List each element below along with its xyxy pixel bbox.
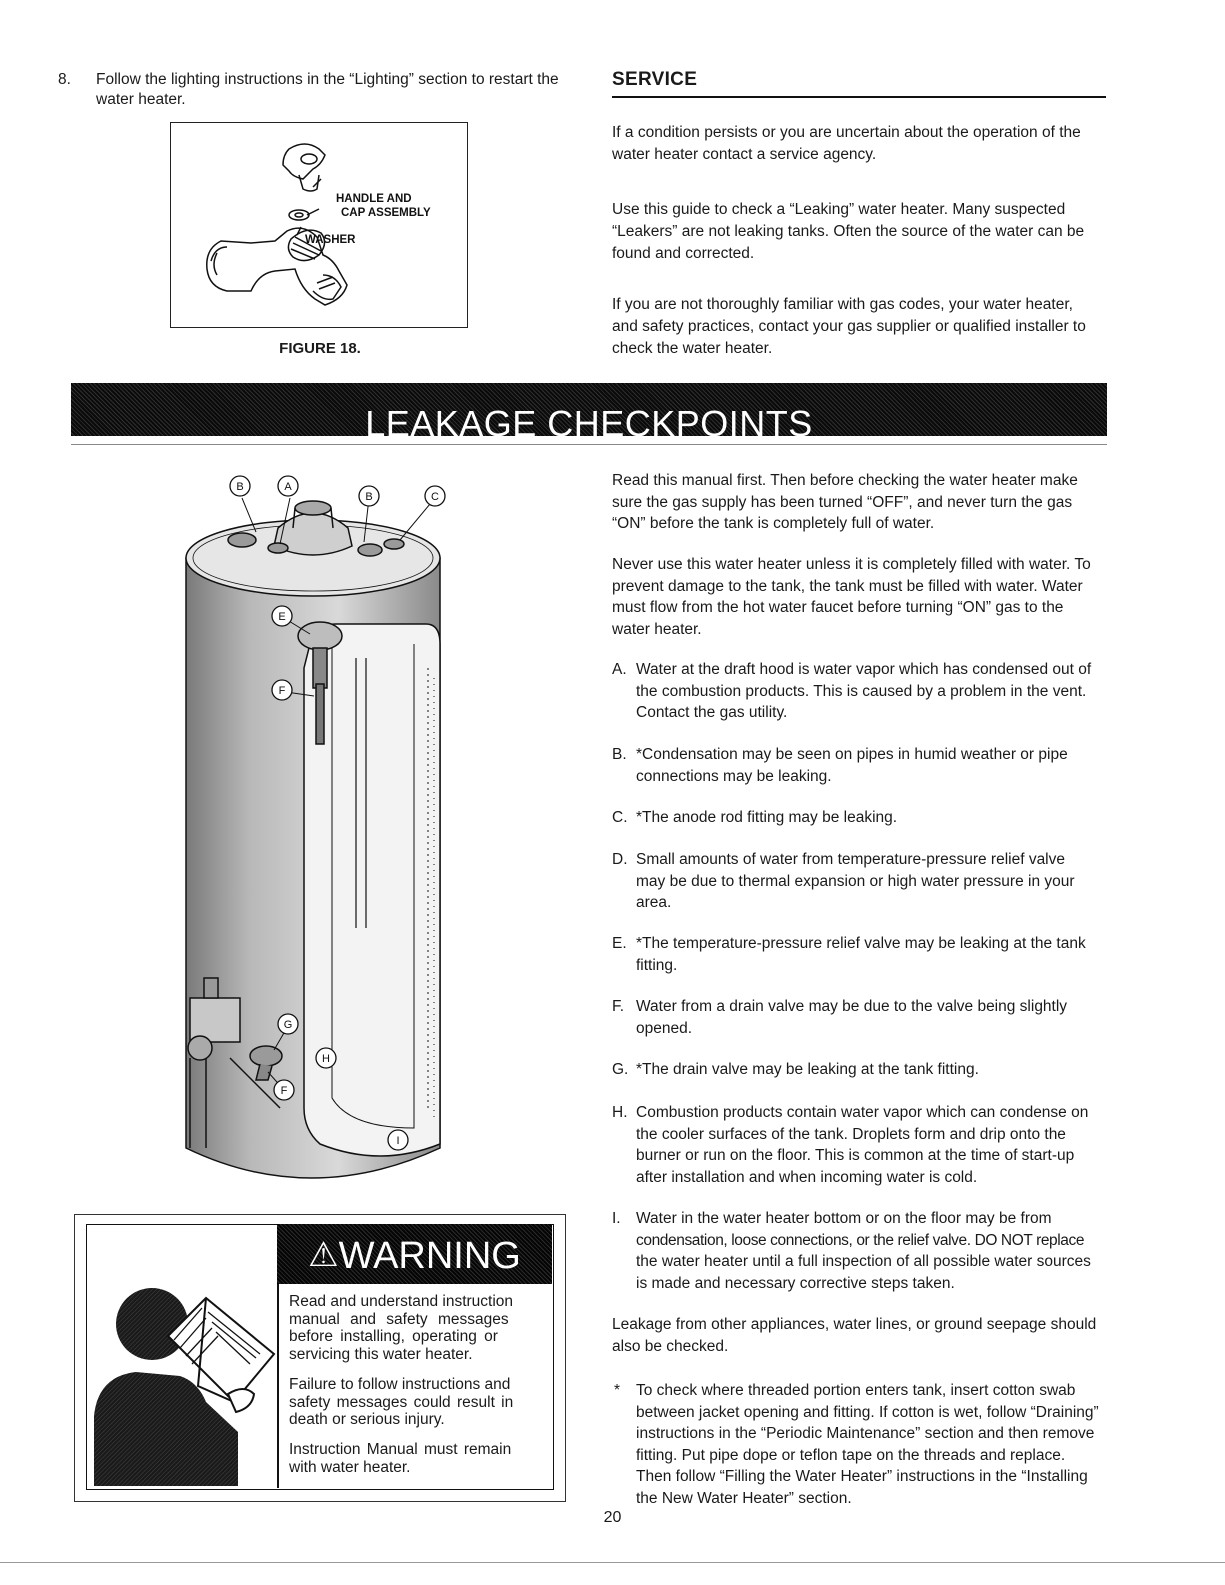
- service-paragraph-1: [612, 122, 1106, 166]
- step-text-line-2: water heater.: [96, 91, 186, 108]
- callout-label: F: [278, 685, 286, 697]
- intro-p1-line-1: Read this manual first. Then before checking the water heater make: [612, 472, 1078, 489]
- callout-label: B: [365, 491, 373, 503]
- service-paragraph-2: [612, 199, 1106, 265]
- item-line: burner or run on the floor. This is common at the time of start-up: [636, 1147, 1075, 1164]
- item-line: Water at the draft hood is water vapor which has condensed out of: [636, 661, 1092, 678]
- reading-person-figure: [88, 1226, 276, 1486]
- warning-line: before installing, operating or: [289, 1328, 498, 1345]
- warning-paragraph-1: [289, 1293, 541, 1363]
- warning-line: Instruction Manual must remain: [289, 1441, 512, 1458]
- warning-paragraph-3: [289, 1441, 541, 1476]
- service-p2-line-1: Use this guide to check a “Leaking” water heater. Many suspected: [612, 201, 1066, 218]
- service-p3-line-3: check the water heater.: [612, 340, 773, 357]
- bottom-rule: [0, 1562, 1225, 1563]
- intro-p2-line-1: Never use this water heater unless it is completely filled with water. To: [612, 556, 1091, 573]
- item-letter: F.: [612, 998, 625, 1015]
- figure-label-washer: WASHER: [305, 234, 356, 246]
- warning-paragraph-2: [289, 1376, 541, 1429]
- footnote-line: instructions in the “Periodic Maintenance” section and then remove: [636, 1425, 1095, 1442]
- item-letter: I.: [612, 1210, 621, 1227]
- item-line: Small amounts of water from temperature-pressure relief valve: [636, 851, 1065, 868]
- item-line: is made and necessary corrective steps taken.: [636, 1274, 955, 1292]
- callout-label: E: [278, 611, 286, 623]
- warning-line: Read and understand instruction: [289, 1293, 514, 1310]
- item-line: *The anode rod fitting may be leaking.: [636, 809, 898, 826]
- intro-p1-line-3: “ON” before the tank is completely full of water.: [612, 515, 935, 532]
- intro-p1-line-2: sure the gas supply has been turned “OFF”, and never turn the gas: [612, 493, 1073, 511]
- warning-line: manual and safety messages: [289, 1310, 509, 1328]
- callout-label: A: [284, 481, 292, 493]
- intro-paragraph-1: [612, 470, 1108, 535]
- item-line: condensation, loose connections, or the relief valve. DO NOT replace: [636, 1231, 1085, 1249]
- step-text-line-1: Follow the lighting instructions in the “Lighting” section to restart the: [96, 71, 559, 88]
- intro-p2-line-3: must flow from the hot water faucet before turning “ON” gas to the: [612, 599, 1064, 616]
- warning-title-text: WARNING: [338, 1235, 521, 1277]
- callout-label: H: [322, 1053, 330, 1065]
- intro-paragraph-2: [612, 554, 1108, 640]
- water-heater-diagram: [160, 468, 470, 1188]
- water-heater-illustration: [160, 468, 470, 1188]
- footnote-line: the New Water Heater” section.: [636, 1489, 852, 1507]
- leakage-note-line-2: also be checked.: [612, 1337, 729, 1355]
- service-heading: SERVICE: [612, 69, 698, 90]
- service-p2-line-3: found and corrected.: [612, 245, 755, 262]
- leakage-note-line-1: Leakage from other appliances, water lines, or ground seepage should: [612, 1316, 1097, 1333]
- footnote-line: To check where threaded portion enters tank, insert cotton swab: [636, 1382, 1076, 1399]
- figure-label-handle: HANDLE AND: [336, 193, 412, 205]
- item-letter: H.: [612, 1104, 628, 1121]
- footnote-line: Then follow “Filling the Water Heater” instructions in the “Installing: [636, 1468, 1088, 1485]
- callout-label: G: [283, 1019, 293, 1031]
- item-line: the water heater until a full inspection of all possible water sources: [636, 1253, 1091, 1270]
- figure-18-box: [170, 122, 468, 328]
- warning-line: servicing this water heater.: [289, 1345, 473, 1363]
- service-p1-line-1: If a condition persists or you are uncertain about the operation of the: [612, 124, 1081, 141]
- item-letter: B.: [612, 746, 627, 763]
- item-line: after installation and when incoming water is cold.: [636, 1168, 978, 1186]
- item-line: the cooler surfaces of the tank. Droplets form and drip onto the: [636, 1125, 1066, 1143]
- callout-label: C: [431, 491, 439, 503]
- item-line: *Condensation may be seen on pipes in humid weather or pipe: [636, 746, 1068, 763]
- warning-triangle-icon: ⚠: [308, 1236, 339, 1274]
- warning-line: safety messages could result in: [289, 1393, 514, 1411]
- banner-underline: [71, 444, 1107, 445]
- footnote-line: between jacket opening and fitting. If cotton is wet, follow “Draining”: [636, 1403, 1099, 1421]
- item-line: Combustion products contain water vapor which can condense on: [636, 1104, 1089, 1121]
- item-line: may be due to thermal expansion or high water pressure in your: [636, 872, 1075, 890]
- item-line: Contact the gas utility.: [636, 704, 788, 721]
- reader-icon: [88, 1226, 276, 1486]
- valve-illustration: [171, 123, 467, 327]
- warning-line: Failure to follow instructions and: [289, 1376, 511, 1393]
- callout-label: I: [396, 1135, 400, 1147]
- callout-label: F: [280, 1085, 288, 1097]
- item-line: fitting.: [636, 956, 678, 974]
- warning-title: [277, 1235, 552, 1278]
- step-number: 8.: [58, 71, 71, 88]
- warning-line: with water heater.: [289, 1458, 411, 1476]
- intro-p2-line-4: water heater.: [612, 620, 702, 638]
- footnote-asterisk: *: [614, 1382, 621, 1399]
- service-p1-line-2: water heater contact a service agency.: [612, 146, 877, 163]
- callout-label: B: [236, 481, 244, 493]
- item-line: Water from a drain valve may be due to the valve being slightly: [636, 998, 1068, 1015]
- item-line: connections may be leaking.: [636, 767, 832, 785]
- service-p3-line-2: and safety practices, contact your gas supplier or qualified installer to: [612, 318, 1086, 335]
- footnote-line: fitting. Put pipe dope or teflon tape on the threads and replace.: [636, 1446, 1066, 1464]
- banner-title: LEAKAGE CHECKPOINTS: [365, 403, 813, 436]
- item-letter: G.: [612, 1061, 629, 1078]
- item-line: the combustion products. This is caused by a problem in the vent.: [636, 682, 1087, 700]
- page-number: 20: [603, 1509, 622, 1526]
- leakage-checkpoints-banner: [71, 383, 1107, 436]
- service-rule: [612, 96, 1106, 98]
- item-line: *The temperature-pressure relief valve may be leaking at the tank: [636, 935, 1086, 952]
- item-letter: D.: [612, 851, 628, 868]
- figure-caption: FIGURE 18.: [279, 340, 361, 357]
- figure-label-cap: CAP ASSEMBLY: [341, 207, 431, 219]
- service-p3-line-1: If you are not thoroughly familiar with gas codes, your water heater,: [612, 296, 1073, 313]
- item-letter: A.: [612, 661, 627, 678]
- service-p2-line-2: “Leakers” are not leaking tanks. Often the source of the water can be: [612, 223, 1085, 240]
- item-line: *The drain valve may be leaking at the tank fitting.: [636, 1061, 979, 1078]
- leakage-note: [612, 1314, 1108, 1357]
- item-line: area.: [636, 894, 672, 911]
- item-line: Water in the water heater bottom or on the floor may be from: [636, 1210, 1052, 1227]
- intro-p2-line-2: prevent damage to the tank, the tank must be filled with water. Water: [612, 577, 1083, 595]
- warning-header: [277, 1224, 552, 1284]
- service-paragraph-3: [612, 294, 1106, 360]
- item-letter: C.: [612, 809, 628, 826]
- item-letter: E.: [612, 935, 627, 952]
- item-line: opened.: [636, 1019, 693, 1037]
- warning-line: death or serious injury.: [289, 1411, 445, 1428]
